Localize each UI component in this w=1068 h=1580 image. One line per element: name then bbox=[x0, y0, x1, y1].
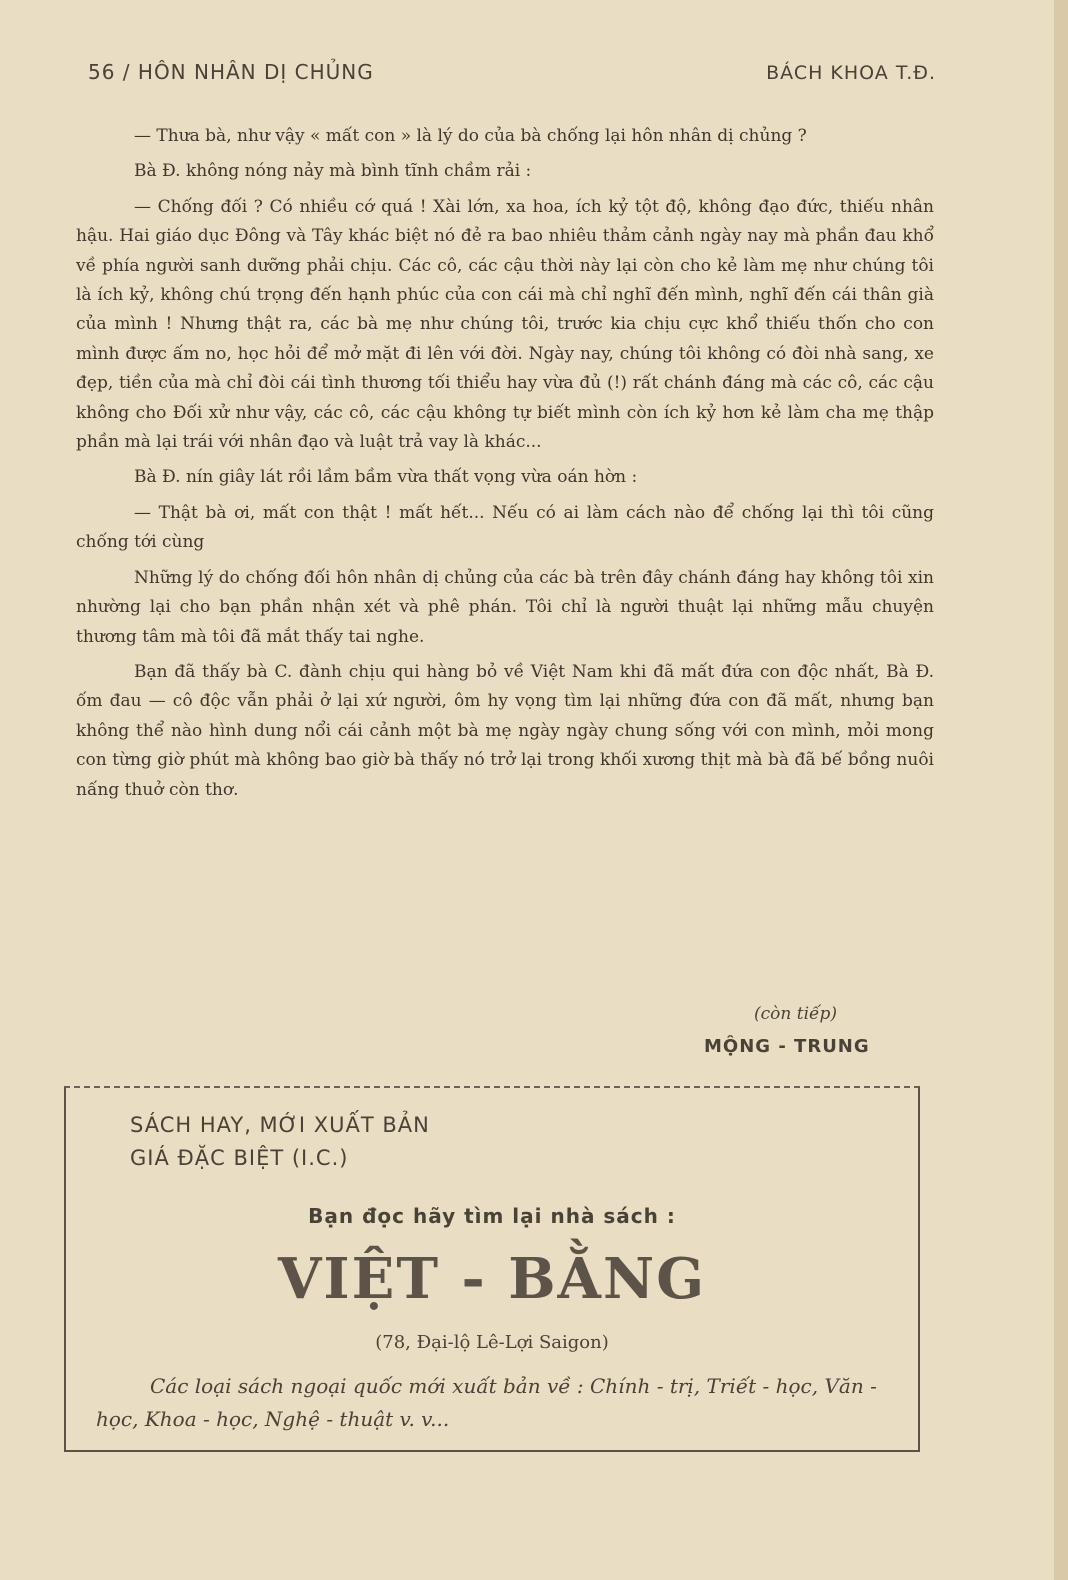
paragraph: Bạn đã thấy bà C. đành chịu qui hàng bỏ về Việt Nam khi đã mất đứa con độc nhất, Bà Đ. ốm đau — cô độc vẫn phải ở lại xứ người, ôm hy vọng tìm lại những đứa con đã mất, nhưng bạn không thể nào hình dung nổi cái cảnh một bà mẹ ngày ngày chung sống với con mình, mỏi mong con từng giờ phút mà không bao giờ bà thấy nó trở lại trong khối xương thịt mà bà đã bế bồng nuôi nấng thuở còn thơ. bbox=[76, 661, 934, 800]
header-page-title: 56 / HÔN NHÂN DỊ CHỦNG bbox=[88, 60, 374, 84]
ad-description: Các loại sách ngoại quốc mới xuất bản về : Chính - trị, Triết - học, Văn - học, Khoa - học, Nghệ - thuật v. v... bbox=[96, 1374, 877, 1431]
article-body bbox=[76, 122, 934, 811]
ad-price-note: GIÁ ĐẶC BIỆT (I.C.) bbox=[130, 1146, 349, 1170]
paragraph: Bà Đ. nín giây lát rồi lầm bầm vừa thất vọng vừa oán hờn : bbox=[134, 467, 638, 488]
paragraph: — Chống đối ? Có nhiều cớ quá ! Xài lớn, xa hoa, ích kỷ tột độ, không đạo đức, thiếu nhân hậu. Hai giáo dục Đông và Tây khác biệt nó đẻ ra bao nhiêu thảm cảnh ngày nay mà phần đau khổ về phía người sanh dưỡng phải chịu. Các cô, các cậu thời này lại còn cho kẻ làm mẹ như chúng tôi là ích kỷ, không chú trọng đến hạnh phúc của con cái mà chỉ nghĩ đến mình, nghĩ đến cái thân già của mình ! Nhưng thật ra, các bà mẹ như chúng tôi, trước kia chịu cực khổ thiếu thốn cho con mình được ấm no, học hỏi để mở mặt đi lên với đời. Ngày nay, chúng tôi không có đòi nhà sang, xe đẹp, tiền của mà chỉ đòi cái tình thương tối thiểu hay vừa đủ (!) rất chánh đáng mà các cô, các cậu không cho Đối xử như vậy, các cô, các cậu không tự biết mình còn ích kỷ hơn kẻ làm cha mẹ thập phần mà lại trái với nhân đạo và luật trả vay là khác... bbox=[76, 196, 934, 453]
paragraph: Bà Đ. không nóng nảy mà bình tĩnh chầm rải : bbox=[134, 161, 532, 182]
paragraph: Những lý do chống đối hôn nhân dị chủng của các bà trên đây chánh đáng hay không tôi xin nhường lại cho bạn phần nhận xét và phê phán. Tôi chỉ là người thuật lại những mẫu chuyện thương tâm mà tôi đã mắt thấy tai nghe. bbox=[76, 567, 934, 647]
ad-store-name: VIỆT - BẰNG bbox=[277, 1246, 707, 1312]
continued-note: (còn tiếp) bbox=[754, 1004, 837, 1024]
ad-address: (78, Đại-lộ Lê-Lợi Saigon) bbox=[375, 1332, 609, 1353]
header-publication: BÁCH KHOA T.Đ. bbox=[766, 62, 936, 84]
bookstore-advertisement bbox=[64, 1086, 920, 1452]
author-name: MỘNG - TRUNG bbox=[704, 1036, 870, 1057]
paragraph: — Thưa bà, như vậy « mất con » là lý do của bà chống lại hôn nhân dị chủng ? bbox=[134, 126, 807, 146]
ad-headline: SÁCH HAY, MỚI XUẤT BẢN bbox=[130, 1113, 430, 1137]
ad-invitation: Bạn đọc hãy tìm lại nhà sách : bbox=[308, 1204, 676, 1228]
page-header bbox=[88, 56, 936, 90]
paragraph: — Thật bà ơi, mất con thật ! mất hết... Nếu có ai làm cách nào để chống lại thì tôi cũng chống tới cùng bbox=[76, 502, 934, 553]
